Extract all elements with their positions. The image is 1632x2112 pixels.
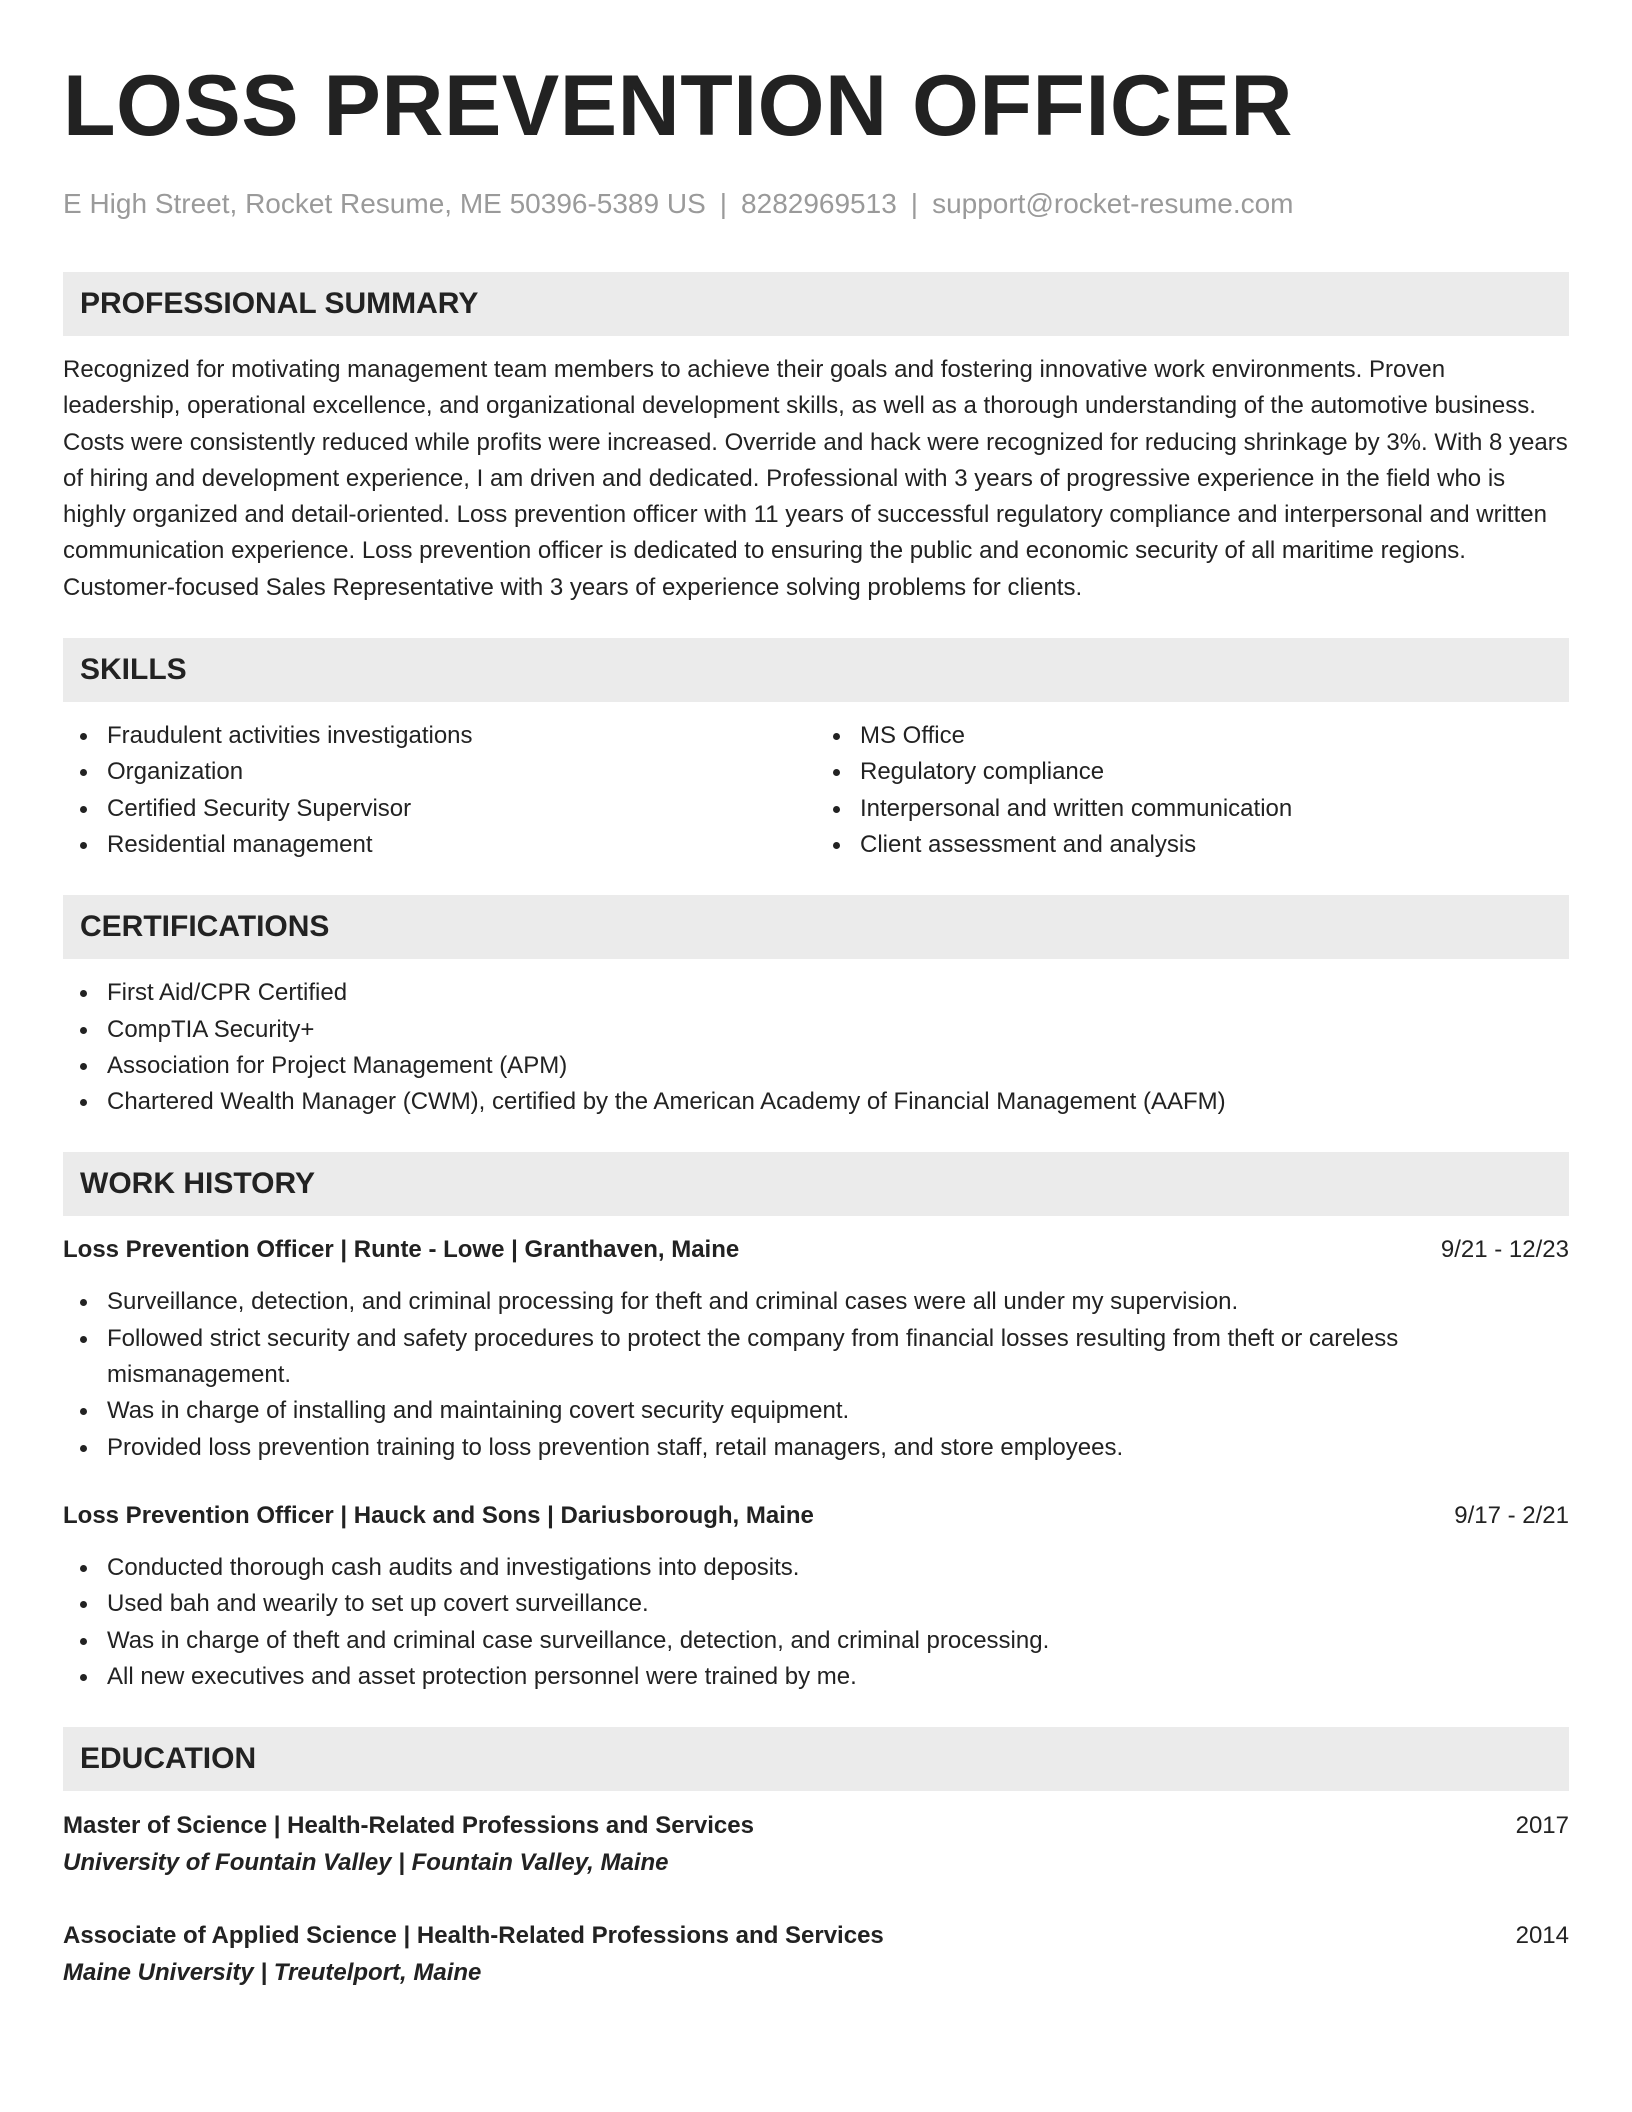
job-header [63,1498,1569,1534]
education-degree: Master of Science | Health-Related Professions and Services [63,1812,754,1840]
contact-separator: | [719,188,728,219]
job-duty-item: Followed strict security and safety procedures to protect the company from financial losses resulting from theft or careless mismanagement. [63,1321,1569,1394]
section-heading-summary: PROFESSIONAL SUMMARY [63,272,1569,336]
certification-item: First Aid/CPR Certified [63,975,1569,1011]
section-heading-certifications: CERTIFICATIONS [63,895,1569,959]
certifications-list [63,975,1569,1120]
education-header [63,1917,1569,1954]
work-history-section [63,1152,1569,1695]
education-entry [63,1917,1569,1991]
job-dates: 9/17 - 2/21 [1454,1501,1569,1529]
skill-item: MS Office [816,718,1569,754]
skills-columns [63,702,1569,863]
skills-list-right [816,718,1569,863]
job-dates: 9/21 - 12/23 [1440,1236,1569,1264]
skill-item: Regulatory compliance [816,754,1569,790]
job-header [63,1232,1569,1268]
skill-item: Interpersonal and written communication [816,791,1569,827]
job-duty-item: Used bah and wearily to set up covert surveillance. [63,1586,1569,1622]
certification-item: Association for Project Management (APM) [63,1048,1569,1084]
education-year: 2014 [1515,1922,1569,1950]
skills-list-left [63,718,816,863]
education-degree: Associate of Applied Science | Health-Related Professions and Services [63,1922,884,1950]
summary-text: Recognized for motivating management team members to achieve their goals and fostering innovative work environments. Proven leadership, operational excellence, and organizational development skills, as well as a thorough understanding of the automotive business. Costs were consistently reduced while profits were increased. Override and hack were recognized for reducing shrinkage by 3%. With 8 years of hiring and development experience, I am driven and dedicated. Professional with 3 years of progressive experience in the field who is highly organized and detail-oriented. Loss prevention officer with 11 years of successful regulatory compliance and interpersonal and written communication experience. Loss prevention officer is dedicated to ensuring the public and economic security of all maritime regions. Customer-focused Sales Representative with 3 years of experience solving problems for clients. [63,356,1568,601]
certifications-section [63,895,1569,1120]
job-duty-item: Conducted thorough cash audits and investigations into deposits. [63,1550,1569,1586]
contact-address: E High Street, Rocket Resume, ME 50396-5389 US [63,188,706,219]
education-header [63,1807,1569,1844]
skill-item: Client assessment and analysis [816,827,1569,863]
section-heading-skills: SKILLS [63,638,1569,702]
section-heading-work-history: WORK HISTORY [63,1152,1569,1216]
education-school: Maine University | Treutelport, Maine [63,1959,482,1987]
education-section [63,1727,1569,1991]
job-duty-item: Provided loss prevention training to loss prevention staff, retail managers, and store employees. [63,1430,1569,1466]
job-duty-item: Was in charge of theft and criminal case surveillance, detection, and criminal processing. [63,1623,1569,1659]
certification-item: Chartered Wealth Manager (CWM), certified by the American Academy of Financial Management (AAFM) [63,1084,1569,1120]
contact-separator: | [910,188,919,219]
job-duty-item: All new executives and asset protection personnel were trained by me. [63,1659,1569,1695]
section-heading-education: EDUCATION [63,1727,1569,1791]
job-duty-item: Surveillance, detection, and criminal processing for theft and criminal cases were all under my supervision. [63,1284,1569,1320]
education-entry [63,1807,1569,1881]
skill-item: Organization [63,754,816,790]
contact-email: support@rocket-resume.com [932,188,1294,219]
skill-item: Certified Security Supervisor [63,791,816,827]
job-title: Loss Prevention Officer | Hauck and Sons | Dariusborough, Maine [63,1501,814,1529]
skill-item: Residential management [63,827,816,863]
candidate-name: LOSS PREVENTION OFFICER [63,58,1293,154]
contact-phone: 8282969513 [741,188,897,219]
education-year: 2017 [1515,1812,1569,1840]
certification-item: CompTIA Security+ [63,1012,1569,1048]
job-duty-item: Was in charge of installing and maintaining covert security equipment. [63,1393,1569,1429]
skills-section [63,638,1569,863]
job-entry [63,1498,1569,1695]
job-entry [63,1232,1569,1465]
job-duties-list [63,1284,1569,1465]
job-duties-list [63,1550,1569,1695]
contact-line [63,186,1569,222]
education-school: University of Fountain Valley | Fountain Valley, Maine [63,1849,669,1877]
job-title: Loss Prevention Officer | Runte - Lowe | Granthaven, Maine [63,1236,740,1264]
skill-item: Fraudulent activities investigations [63,718,816,754]
